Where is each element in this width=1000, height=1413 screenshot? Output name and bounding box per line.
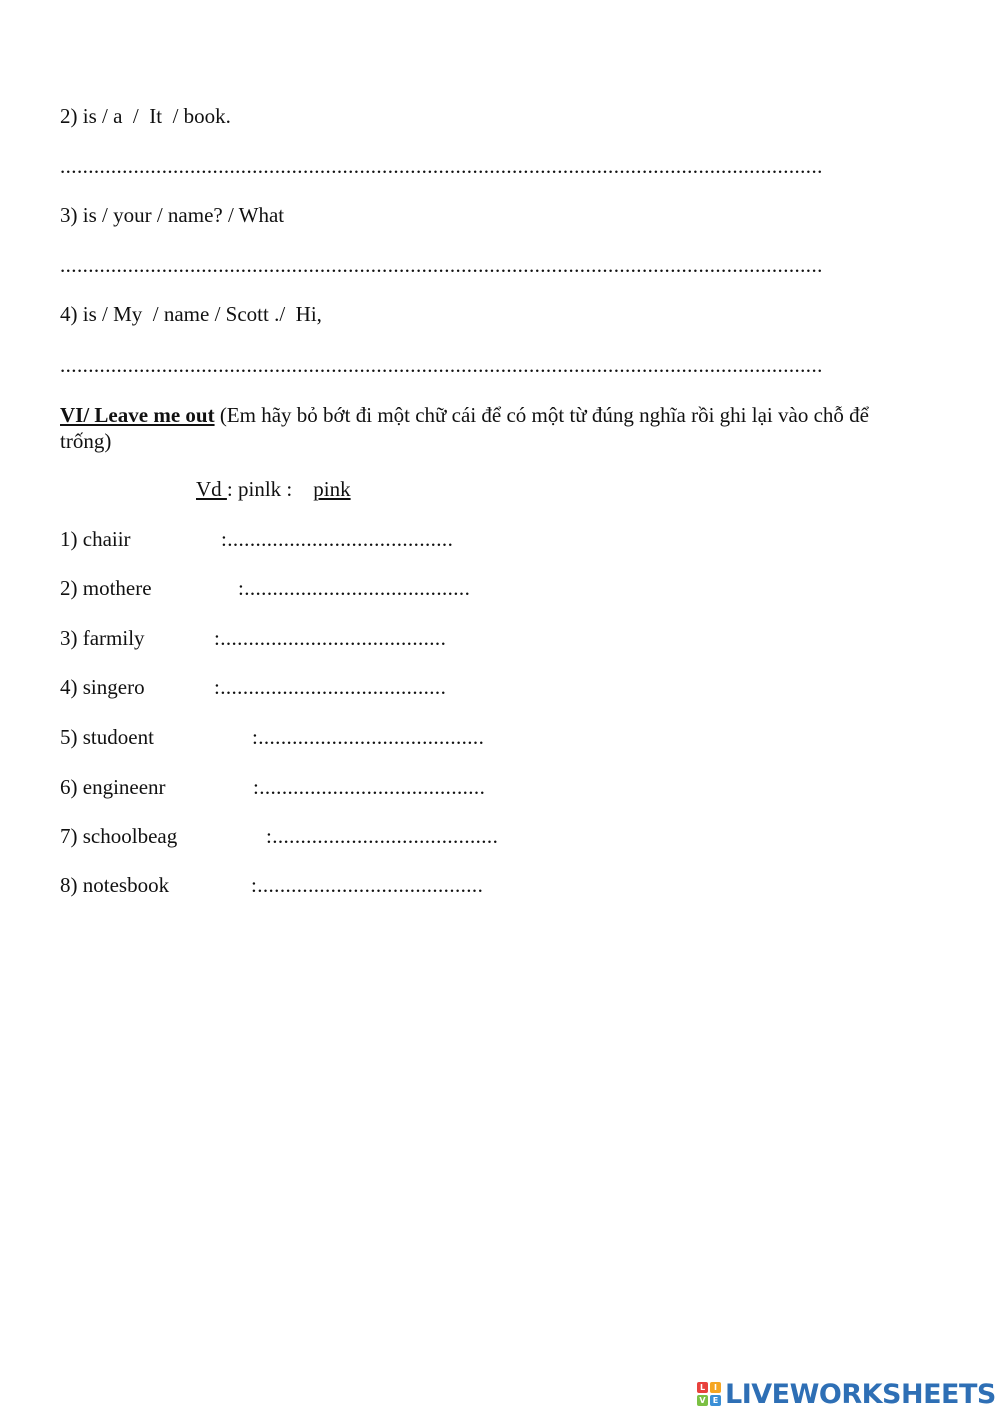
word-item-blank[interactable]: :........................................ bbox=[266, 824, 499, 848]
word-item-blank[interactable]: :........................................ bbox=[238, 576, 471, 600]
word-item-blank[interactable]: :........................................ bbox=[221, 527, 454, 551]
example-answer: pink bbox=[313, 477, 351, 501]
word-item-blank[interactable]: :........................................ bbox=[214, 675, 447, 699]
word-item-blank[interactable]: :........................................ bbox=[253, 775, 486, 799]
logo-tile-v: V bbox=[697, 1395, 708, 1406]
section-vi-title: VI/ Leave me out bbox=[60, 403, 215, 427]
word-item-blank[interactable]: :........................................ bbox=[214, 626, 447, 650]
liveworksheets-logo bbox=[697, 1378, 996, 1410]
section-vi-instruction: (Em hãy bỏ bớt đi một chữ cái để có một từ đúng nghĩa rồi ghi lại vào chỗ để trống) bbox=[60, 403, 869, 453]
word-item-label: 5) studoent bbox=[60, 725, 154, 749]
question-3-answer-line[interactable]: ....................................................................................................................................... bbox=[60, 253, 823, 277]
question-4-prompt: 4) is / My / name / Scott ./ Hi, bbox=[60, 302, 322, 326]
word-item-label: 6) engineenr bbox=[60, 775, 166, 799]
word-item-label: 1) chaiir bbox=[60, 527, 131, 551]
liveworksheets-logo-icon bbox=[697, 1382, 721, 1406]
question-2-prompt: 2) is / a / It / book. bbox=[60, 104, 231, 128]
example-label: Vd bbox=[196, 477, 227, 501]
word-item-label: 7) schoolbeag bbox=[60, 824, 178, 848]
word-item-blank[interactable]: :........................................ bbox=[251, 873, 484, 897]
word-item-label: 3) farmily bbox=[60, 626, 145, 650]
logo-tile-e: E bbox=[710, 1395, 721, 1406]
liveworksheets-logo-text: LIVEWORKSHEETS bbox=[725, 1378, 996, 1410]
logo-tile-l: L bbox=[697, 1382, 708, 1393]
word-item-blank[interactable]: :........................................ bbox=[252, 725, 485, 749]
word-item-label: 8) notesbook bbox=[60, 873, 170, 897]
word-item-label: 2) mothere bbox=[60, 576, 152, 600]
logo-tile-i: I bbox=[710, 1382, 721, 1393]
word-item-label: 4) singero bbox=[60, 675, 145, 699]
question-3-prompt: 3) is / your / name? / What bbox=[60, 203, 285, 227]
question-4-answer-line[interactable]: ....................................................................................................................................... bbox=[60, 353, 823, 377]
section-vi-heading bbox=[60, 402, 880, 454]
question-2-answer-line[interactable]: ....................................................................................................................................... bbox=[60, 154, 823, 178]
example-word: : pinlk : bbox=[226, 477, 314, 501]
example-line bbox=[196, 479, 351, 500]
